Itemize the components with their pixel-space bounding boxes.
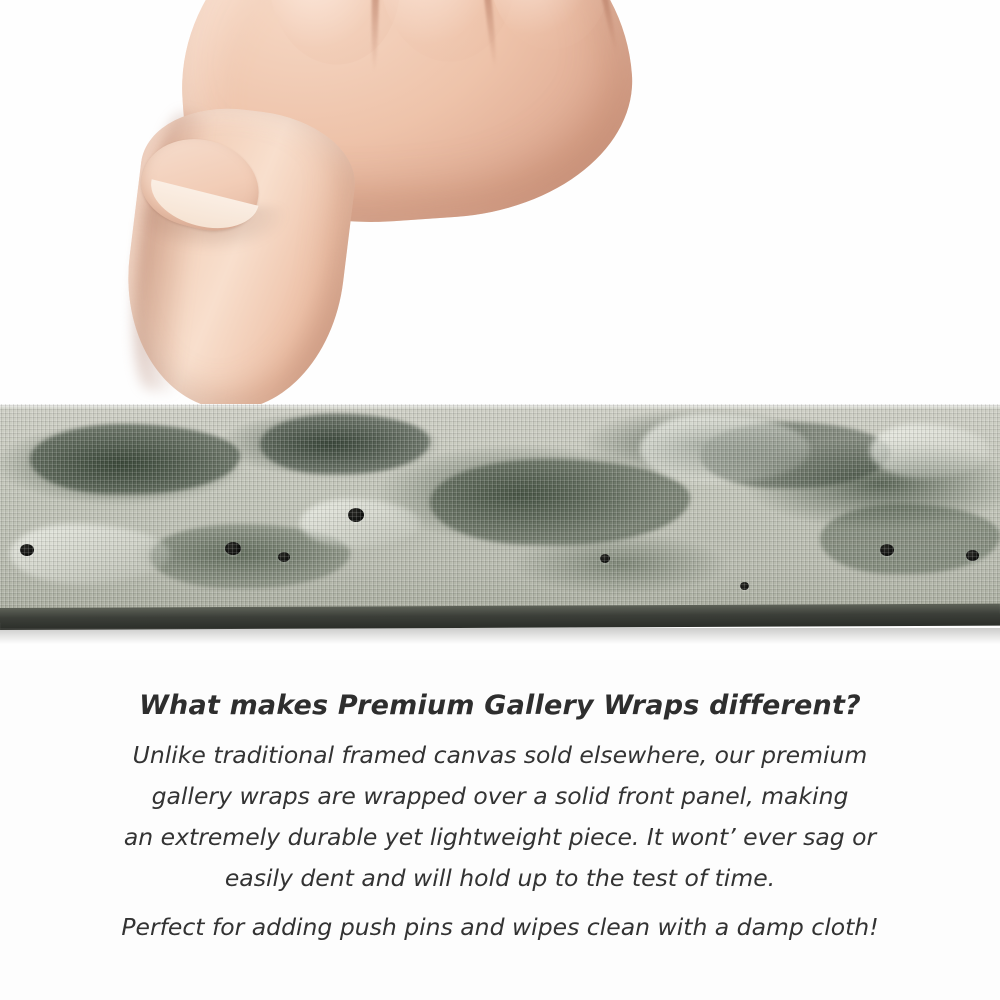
canvas-highlight — [10, 524, 170, 584]
texture-speck — [880, 544, 894, 556]
texture-speck — [740, 582, 749, 590]
paint-splotch — [430, 459, 690, 545]
texture-speck — [966, 550, 979, 561]
caption-line-3: an extremely durable yet lightweight piece. It wont’ ever sag or — [123, 823, 877, 851]
caption-title: What makes Premium Gallery Wraps different? — [139, 690, 861, 721]
hand-illustration — [120, 0, 640, 430]
texture-speck — [20, 544, 34, 556]
canvas-top-edge-highlight — [0, 404, 1000, 409]
texture-speck — [348, 508, 364, 522]
texture-speck — [278, 552, 290, 562]
caption-line-1: Unlike traditional framed canvas sold elsewhere, our premium — [132, 741, 868, 769]
paint-splotch — [30, 424, 240, 494]
texture-speck — [225, 542, 241, 555]
paint-splotch — [260, 414, 430, 474]
canvas-drop-shadow — [0, 628, 1000, 644]
paint-splotch — [820, 504, 1000, 574]
knuckle-highlight — [265, 0, 406, 69]
caption-closing-line: Perfect for adding push pins and wipes clean with a damp cloth! — [121, 913, 879, 941]
canvas-edge-strip — [0, 404, 1000, 618]
caption-line-2: gallery wraps are wrapped over a solid front panel, making — [151, 782, 849, 810]
canvas-highlight — [300, 499, 420, 547]
caption-line-4: easily dent and will hold up to the test of time. — [224, 864, 776, 892]
texture-speck — [600, 554, 610, 563]
canvas-highlight — [870, 424, 990, 478]
caption-block — [0, 690, 1000, 948]
canvas-bottom-edge — [0, 604, 1000, 630]
index-finger — [113, 98, 363, 422]
knuckle-highlight — [485, 0, 615, 54]
